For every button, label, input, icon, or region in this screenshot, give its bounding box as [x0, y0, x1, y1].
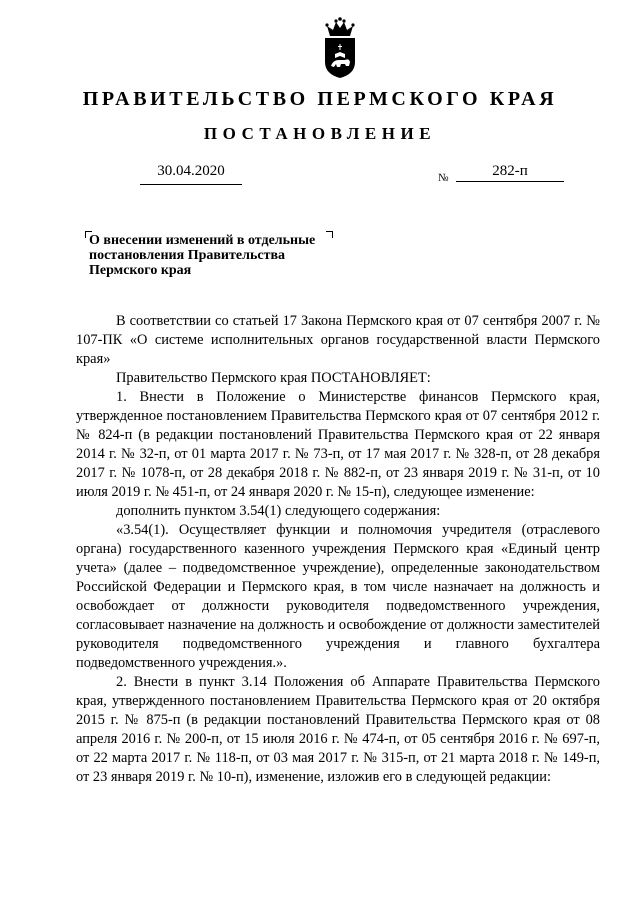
document-number: 282-п: [492, 163, 528, 179]
document-type: ПОСТАНОВЛЕНИЕ: [203, 124, 437, 143]
document-subject: О внесении изменений в отдельные постановления Правительства Пермского края: [89, 233, 316, 278]
number-underline: [456, 181, 564, 182]
number-sign: №: [438, 172, 449, 184]
document-date: 30.04.2020: [157, 163, 225, 179]
document-body: [76, 312, 600, 787]
coat-of-arms-emblem: [321, 16, 359, 80]
date-underline: [140, 184, 242, 185]
body-paragraph-preamble: В соответствии со статьей 17 Закона Пермского края от 07 сентября 2007 г. № 107-ПК «О системе исполнительных органов государственной власти Пермского края»: [76, 313, 600, 367]
body-paragraph-addition: дополнить пунктом 3.54(1) следующего содержания:: [116, 503, 441, 519]
body-paragraph-item-2: 2. Внести в пункт 3.14 Положения об Аппарате Правительства Пермского края, утвержденного постановлением Правительства Пермского края от 20 октября 2015 г. № 875-п (в редакции постановлений Правительства Пермского края от 08 апреля 2016 г. № 200-п, от 15 июля 2016 г. № 474-п, от 05 сентября 2016 г. № 697-п, от 22 марта 2017 г. № 118-п, от 03 мая 2017 г. № 315-п, от 21 марта 2018 г. № 149-п, от 23 января 2019 г. № 10-п), изменение, изложив его в следующей редакции:: [76, 674, 600, 785]
body-paragraph-item-1: 1. Внести в Положение о Министерстве финансов Пермского края, утвержденное постановлением Правительства Пермского края от 07 сентября 2012 г. № 824-п (в редакции постановлений Правительства Пермского края от 22 января 2014 г. № 32-п, от 01 марта 2017 г. № 73-п, от 17 мая 2017 г. № 328-п, от 28 декабря 2017 г. № 1078-п, от 28 декабря 2018 г. № 882-п, от 23 января 2019 г. № 31-п, от 10 июля 2019 г. № 451-п, от 24 января 2020 г. № 15-п), следующее изменение:: [76, 389, 600, 500]
body-paragraph-resolves: Правительство Пермского края ПОСТАНОВЛЯЕТ:: [116, 370, 431, 386]
body-paragraph-quote: «3.54(1). Осуществляет функции и полномочия учредителя (отраслевого органа) государственного казенного учреждения Пермского края «Единый центр учета» (далее – подведомственное учреждение), определенные законодательством Российской Федерации и Пермского края, в том числе назначает на должность и освобождает от должности руководителя подведомственного учреждения, согласовывает назначение на должность и освобождение от должности заместителей руководителя подведомственного учреждения и главного бухгалтера подведомственного учреждения.».: [76, 522, 600, 671]
government-title: ПРАВИТЕЛЬСТВО ПЕРМСКОГО КРАЯ: [82, 88, 558, 110]
